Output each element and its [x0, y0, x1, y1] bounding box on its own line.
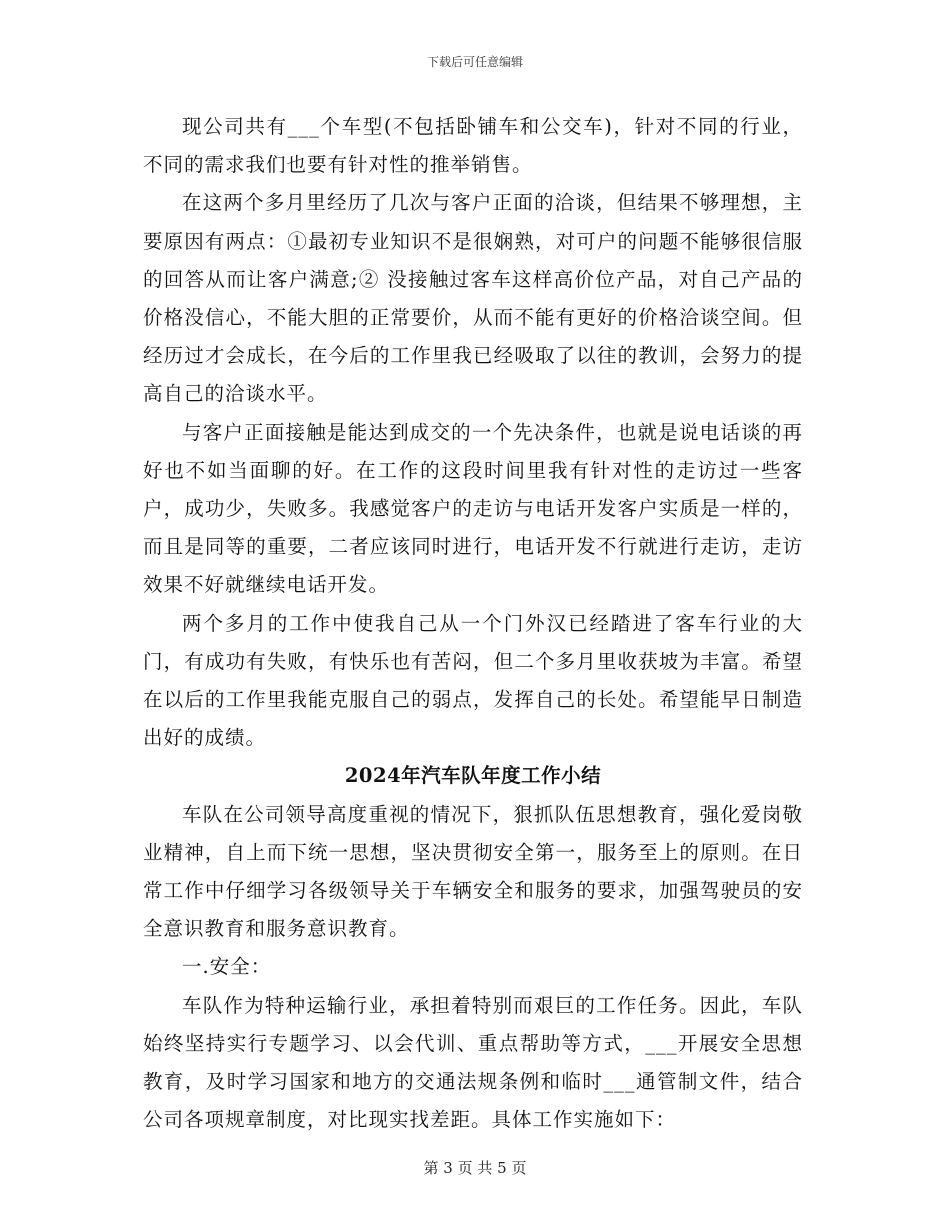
paragraph-customer-visits: 与客户正面接触是能达到成交的一个先决条件，也就是说电话谈的再好也不如当面聊的好。在工作的这段时间里我有针对性的走访过一些客户，成功少，失败多。我感觉客户的走访与电话开发客户实质是一样的，而且是同等的重要，二者应该同时进行，电话开发不行就进行走访，走访效果不好就继续电话开发。: [143, 420, 803, 597]
paragraph-team-education: 车队在公司领导高度重视的情况下，狠抓队伍思想教育，强化爱岗敬业精神，自上而下统一思想，坚决贯彻安全第一，服务至上的原则。在日常工作中仔细学习各级领导关于车辆安全和服务的要求，加强驾驶员的安全意识教育和服务意识教育。: [143, 802, 803, 941]
paragraph-negotiation: 在这两个多月里经历了几次与客户正面的洽谈，但结果不够理想，主要原因有两点：①最初专业知识不是很娴熟，对可户的问题不能够很信服的回答从而让客户满意;② 没接触过客车这样高价位产品，对自己产品的价格没信心，不能大胆的正常要价，从而不能有更好的价格洽谈空间。但经历过才会成长，在今后的工作里我已经吸取了以往的教训，会努力的提高自己的洽谈水平。: [143, 191, 803, 406]
paragraph-safety-heading: 一.安全：: [182, 955, 272, 979]
paragraph-summary: 两个多月的工作中使我自己从一个门外汉已经踏进了客车行业的大门，有成功有失败，有快乐也有苦闷，但二个多月里收获坡为丰富。希望在以后的工作里我能克服自己的弱点，发挥自己的长处。希望能早日制造出好的成绩。: [143, 611, 803, 750]
paragraph-vehicle-models: 现公司共有___个车型(不包括卧铺车和公交车)，针对不同的行业，不同的需求我们也要有针对性的推举销售。: [143, 115, 803, 177]
page-number: 第 3 页 共 5 页: [423, 1159, 527, 1177]
paragraph-safety-detail: 车队作为特种运输行业，承担着特别而艰巨的工作任务。因此，车队始终坚持实行专题学习、以会代训、重点帮助等方式，___开展安全思想教育，及时学习国家和地方的交通法规条例和临时___通管制文件，结合公司各项规章制度，对比现实找差距。具体工作实施如下：: [143, 993, 803, 1132]
page-header-note: 下载后可任意编辑: [426, 55, 523, 69]
document-body: [143, 108, 803, 1139]
section-title: 2024年汽车队年度工作小结: [344, 764, 602, 788]
